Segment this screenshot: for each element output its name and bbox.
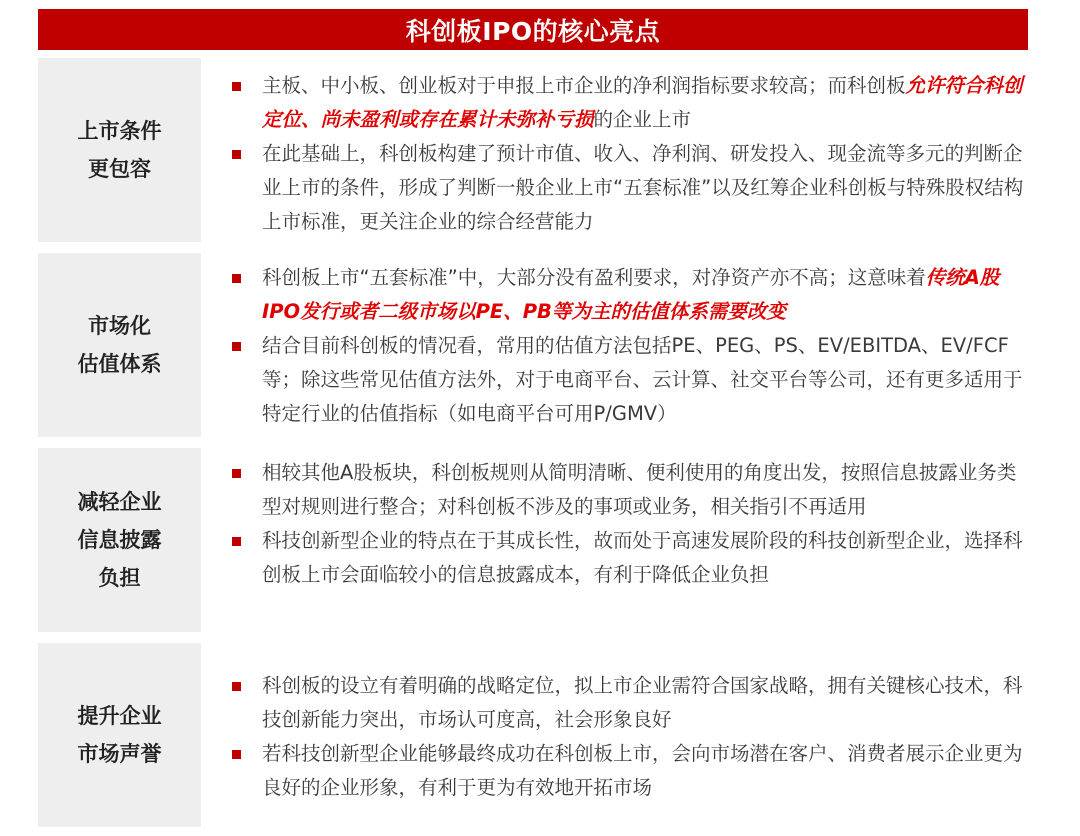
section-label-line: 信息披露 bbox=[77, 528, 162, 552]
square-bullet-icon bbox=[232, 537, 241, 546]
page-title: 科创板IPO的核心亮点 bbox=[38, 9, 1028, 50]
section-label bbox=[38, 448, 201, 632]
bullet-item: 相较其他A股板块，科创板规则从简明清晰、便利使用的角度出发，按照信息披露业务类型对规则进行整合；对科创板不涉及的事项或业务，相关指引不再适用 bbox=[228, 456, 1028, 524]
square-bullet-icon bbox=[232, 469, 241, 478]
section-label-line: 更包容 bbox=[88, 157, 151, 181]
square-bullet-icon bbox=[232, 82, 241, 91]
section-label-line: 上市条件 bbox=[77, 119, 162, 143]
bullet-item: 若科技创新型企业能够最终成功在科创板上市，会向市场潜在客户、消费者展示企业更为良好的企业形象，有利于更为有效地开拓市场 bbox=[228, 737, 1028, 805]
section-label-line: 负担 bbox=[98, 566, 141, 590]
section-label-line: 市场化 bbox=[88, 314, 151, 338]
bullet-item: 科技创新型企业的特点在于其成长性，故而处于高速发展阶段的科技创新型企业，选择科创板上市会面临较小的信息披露成本，有利于降低企业负担 bbox=[228, 524, 1028, 592]
section-label bbox=[38, 58, 201, 242]
bullet-item: 科创板上市“五套标准”中，大部分没有盈利要求，对净资产亦不高；这意味着传统A股IPO发行或者二级市场以PE、PB等为主的估值体系需要改变 bbox=[228, 261, 1028, 329]
square-bullet-icon bbox=[232, 150, 241, 159]
section-market-reputation bbox=[38, 643, 1028, 827]
square-bullet-icon bbox=[232, 750, 241, 759]
highlight-text: 允许符合科创定位、尚未盈利或存在累计未弥补亏损 bbox=[262, 74, 1023, 131]
bullet-item: 科创板的设立有着明确的战略定位，拟上市企业需符合国家战略，拥有关键核心技术，科技创新能力突出，市场认可度高，社会形象良好 bbox=[228, 669, 1028, 737]
section-label bbox=[38, 253, 201, 437]
section-label-line: 减轻企业 bbox=[77, 490, 162, 514]
bullet-item: 主板、中小板、创业板对于申报上市企业的净利润指标要求较高；而科创板允许符合科创定位、尚未盈利或存在累计未弥补亏损的企业上市 bbox=[228, 69, 1028, 137]
square-bullet-icon bbox=[232, 342, 241, 351]
section-market-valuation bbox=[38, 253, 1028, 437]
section-label-line: 市场声誉 bbox=[77, 742, 162, 766]
highlight-text: 传统A股IPO发行或者二级市场以PE、PB等为主的估值体系需要改变 bbox=[262, 266, 1000, 323]
section-label-line: 提升企业 bbox=[77, 704, 162, 728]
section-label bbox=[38, 643, 201, 827]
section-disclosure-burden bbox=[38, 448, 1028, 632]
section-label-line: 估值体系 bbox=[77, 352, 162, 376]
bullet-item: 结合目前科创板的情况看，常用的估值方法包括PE、PEG、PS、EV/EBITDA、EV/FCF等；除这些常见估值方法外，对于电商平台、云计算、社交平台等公司，还有更多适用于特定行业的估值指标（如电商平台可用P/GMV） bbox=[228, 329, 1028, 431]
section-listing-conditions bbox=[38, 58, 1028, 242]
square-bullet-icon bbox=[232, 682, 241, 691]
bullet-item: 在此基础上，科创板构建了预计市值、收入、净利润、研发投入、现金流等多元的判断企业上市的条件，形成了判断一般企业上市“五套标准”以及红筹企业科创板与特殊股权结构上市标准，更关注企业的综合经营能力 bbox=[228, 137, 1028, 239]
square-bullet-icon bbox=[232, 274, 241, 283]
